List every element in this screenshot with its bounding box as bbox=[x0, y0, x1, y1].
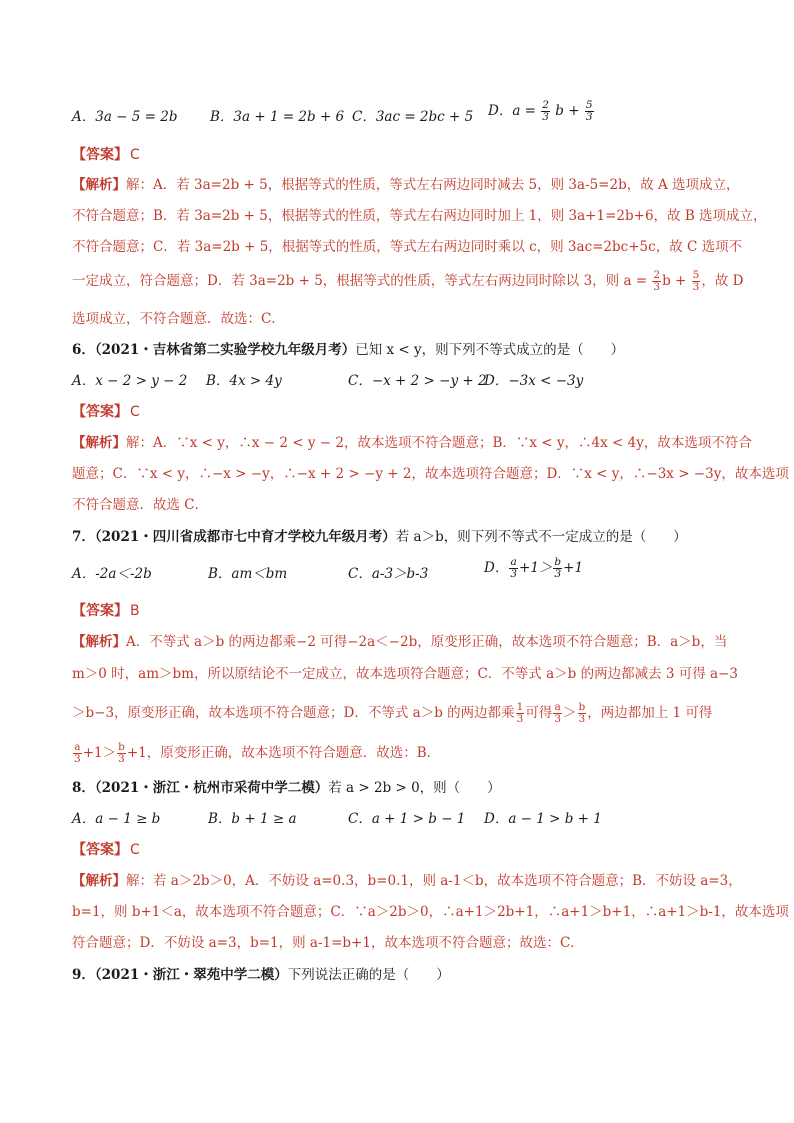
explanation-heading: 【解析】 bbox=[72, 435, 126, 451]
answer-value: C bbox=[130, 147, 140, 163]
q8-explanation-line-3: 符合题意；D．不妨设 a=3，b=1，则 a-1=b+1，故本选项不符合题意；故选：C． bbox=[72, 935, 584, 951]
q9-stem bbox=[72, 966, 732, 984]
q5-explanation-line-5: 选项成立，不符合题意．故选：C． bbox=[72, 311, 285, 327]
q5-option-d: D．a = $\frac{2}{3}$ b + $\frac{5}{3}$ bbox=[488, 99, 593, 123]
q8-option-c: C．a + 1 > b − 1 bbox=[348, 811, 466, 827]
q5-explanation-line-1: 【解析】解：A．若 3a=2b + 5，根据等式的性质，等式左右两边同时减去 5，则 3a-5=2b，故 A 选项成立， bbox=[72, 177, 740, 193]
question-source: （2021・吉林省第二实验学校九年级月考） bbox=[94, 342, 356, 358]
q6-option-d: D．−3x < −3y bbox=[484, 373, 584, 389]
fraction: $\frac{5}{3}$ bbox=[585, 99, 593, 123]
question-source: （2021・四川省成都市七中育才学校九年级月考） bbox=[94, 529, 396, 545]
question-text: 已知 x < y，则下列不等式成立的是（ ） bbox=[355, 342, 625, 358]
question-number: 9． bbox=[72, 967, 95, 983]
q7-explanation-line-4: $\frac{a}{3}$ +1＞ $\frac{b}{3}$ +1，原变形正确，故本选项不符合题意．故选：B． bbox=[74, 741, 441, 765]
q5-answer bbox=[72, 146, 732, 164]
q5-explanation-line-2: 不符合题意；B．若 3a=2b + 5，根据等式的性质，等式左右两边同时加上 1，则 3a+1=2b+6，故 B 选项成立， bbox=[72, 208, 767, 224]
q7-option-c: C．a-3＞b-3 bbox=[348, 566, 429, 582]
answer-heading: 【答案】 bbox=[72, 842, 128, 858]
question-source: （2021・浙江・杭州市采荷中学二模） bbox=[94, 780, 329, 796]
q8-stem bbox=[72, 779, 732, 797]
q6-explanation-line-1: 【解析】解：A．∵x < y，∴x − 2 < y − 2，故本选项不符合题意；B．∵x < y，∴4x < 4y，故本选项不符合 bbox=[72, 435, 752, 451]
question-number: 7． bbox=[72, 529, 95, 545]
fraction: $\frac{a}{3}$ bbox=[554, 701, 562, 725]
q5-explanation-line-4: 一定成立，符合题意；D．若 3a=2b + 5，根据等式的性质，等式左右两边同时除以 3，则 a = $\frac{2}{3}$ b + $\frac{5}{3}$ ，故 D bbox=[72, 269, 744, 293]
q7-option-b: B．am＜bm bbox=[208, 566, 288, 582]
q7-explanation-line-1: 【解析】A．不等式 a＞b 的两边都乘−2 可得−2a＜−2b，原变形正确，故本选项不符合题意；B．a＞b，当 bbox=[72, 634, 728, 650]
q6-option-b: B．4x > 4y bbox=[206, 373, 282, 389]
fraction: $\frac{b}{3}$ bbox=[578, 701, 586, 725]
question-number: 6． bbox=[72, 342, 95, 358]
q8-explanation-line-2: b=1，则 b+1＜a，故本选项不符合题意；C．∵a＞2b＞0，∴a+1＞2b+1，∴a+1＞b+1，∴a+1＞b-1，故本选项 bbox=[72, 904, 789, 920]
answer-heading: 【答案】 bbox=[72, 404, 128, 420]
question-text: 若 a > 2b > 0，则（ ） bbox=[328, 780, 501, 796]
fraction: $\frac{b}{3}$ bbox=[554, 556, 562, 580]
explanation-heading: 【解析】 bbox=[72, 873, 126, 889]
fraction: $\frac{2}{3}$ bbox=[542, 99, 549, 123]
question-number: 8． bbox=[72, 780, 95, 796]
q7-explanation-line-2: m＞0 时，am＞bm，所以原结论不一定成立，故本选项符合题意；C．不等式 a＞b 的两边都减去 3 可得 a−3 bbox=[72, 666, 738, 682]
q6-explanation-line-3: 不符合题意．故选 C． bbox=[72, 497, 209, 513]
answer-heading: 【答案】 bbox=[72, 603, 128, 619]
explanation-heading: 【解析】 bbox=[72, 177, 126, 193]
q8-option-a: A．a − 1 ≥ b bbox=[72, 811, 161, 827]
fraction: $\frac{5}{3}$ bbox=[692, 269, 700, 293]
fraction: $\frac{a}{3}$ bbox=[510, 556, 518, 580]
answer-heading: 【答案】 bbox=[72, 147, 128, 163]
question-text: 若 a＞b，则下列不等式不一定成立的是（ ） bbox=[395, 529, 687, 545]
q7-option-d: D． $\frac{a}{3}$ +1＞ $\frac{b}{3}$ +1 bbox=[484, 556, 584, 580]
q7-answer bbox=[72, 602, 732, 620]
fraction: $\frac{1}{3}$ bbox=[516, 701, 524, 725]
q5-option-c: C．3ac = 2bc + 5 bbox=[352, 109, 474, 125]
q6-stem bbox=[72, 341, 732, 359]
question-text: 下列说法正确的是（ ） bbox=[287, 967, 450, 983]
q5-option-a: A．3a − 5 = 2b bbox=[72, 109, 178, 125]
fraction: $\frac{2}{3}$ bbox=[653, 269, 661, 293]
q7-option-a: A．-2a＜-2b bbox=[72, 566, 152, 582]
question-source: （2021・浙江・翠苑中学二模） bbox=[94, 967, 288, 983]
q8-explanation-line-1: 【解析】解：若 a＞2b＞0，A．不妨设 a=0.3，b=0.1，则 a-1＜b，故本选项不符合题意；B．不妨设 a=3， bbox=[72, 873, 742, 889]
answer-value: C bbox=[130, 404, 140, 420]
q5-explanation-line-3: 不符合题意；C．若 3a=2b + 5，根据等式的性质，等式左右两边同时乘以 c，则 3ac=2bc+5c，故 C 选项不 bbox=[72, 239, 743, 255]
q6-explanation-line-2: 题意；C．∵x < y，∴−x > −y，∴−x + 2 > −y + 2，故本选项符合题意；D．∵x < y，∴−3x > −3y，故本选项 bbox=[72, 466, 789, 482]
q6-option-c: C．−x + 2 > −y + 2 bbox=[348, 373, 487, 389]
q8-answer bbox=[72, 841, 732, 859]
q6-option-a: A．x − 2 > y − 2 bbox=[72, 373, 188, 389]
answer-value: B bbox=[130, 603, 140, 619]
fraction: $\frac{a}{3}$ bbox=[74, 741, 81, 765]
explanation-heading: 【解析】 bbox=[72, 634, 126, 650]
q7-explanation-line-3: ＞b−3，原变形正确，故本选项不符合题意；D．不等式 a＞b 的两边都乘 $\frac{1}{3}$ 可得 $\frac{a}{3}$ ＞ $\frac{b}{3}$ ，两边都加上 1 可得 bbox=[72, 701, 713, 725]
q8-option-b: B．b + 1 ≥ a bbox=[208, 811, 297, 827]
q5-option-b: B．3a + 1 = 2b + 6 bbox=[210, 109, 345, 125]
fraction: $\frac{b}{3}$ bbox=[118, 741, 125, 765]
answer-value: C bbox=[130, 842, 140, 858]
q6-answer bbox=[72, 403, 732, 421]
q7-stem bbox=[72, 528, 732, 546]
q8-option-d: D．a − 1 > b + 1 bbox=[484, 811, 602, 827]
